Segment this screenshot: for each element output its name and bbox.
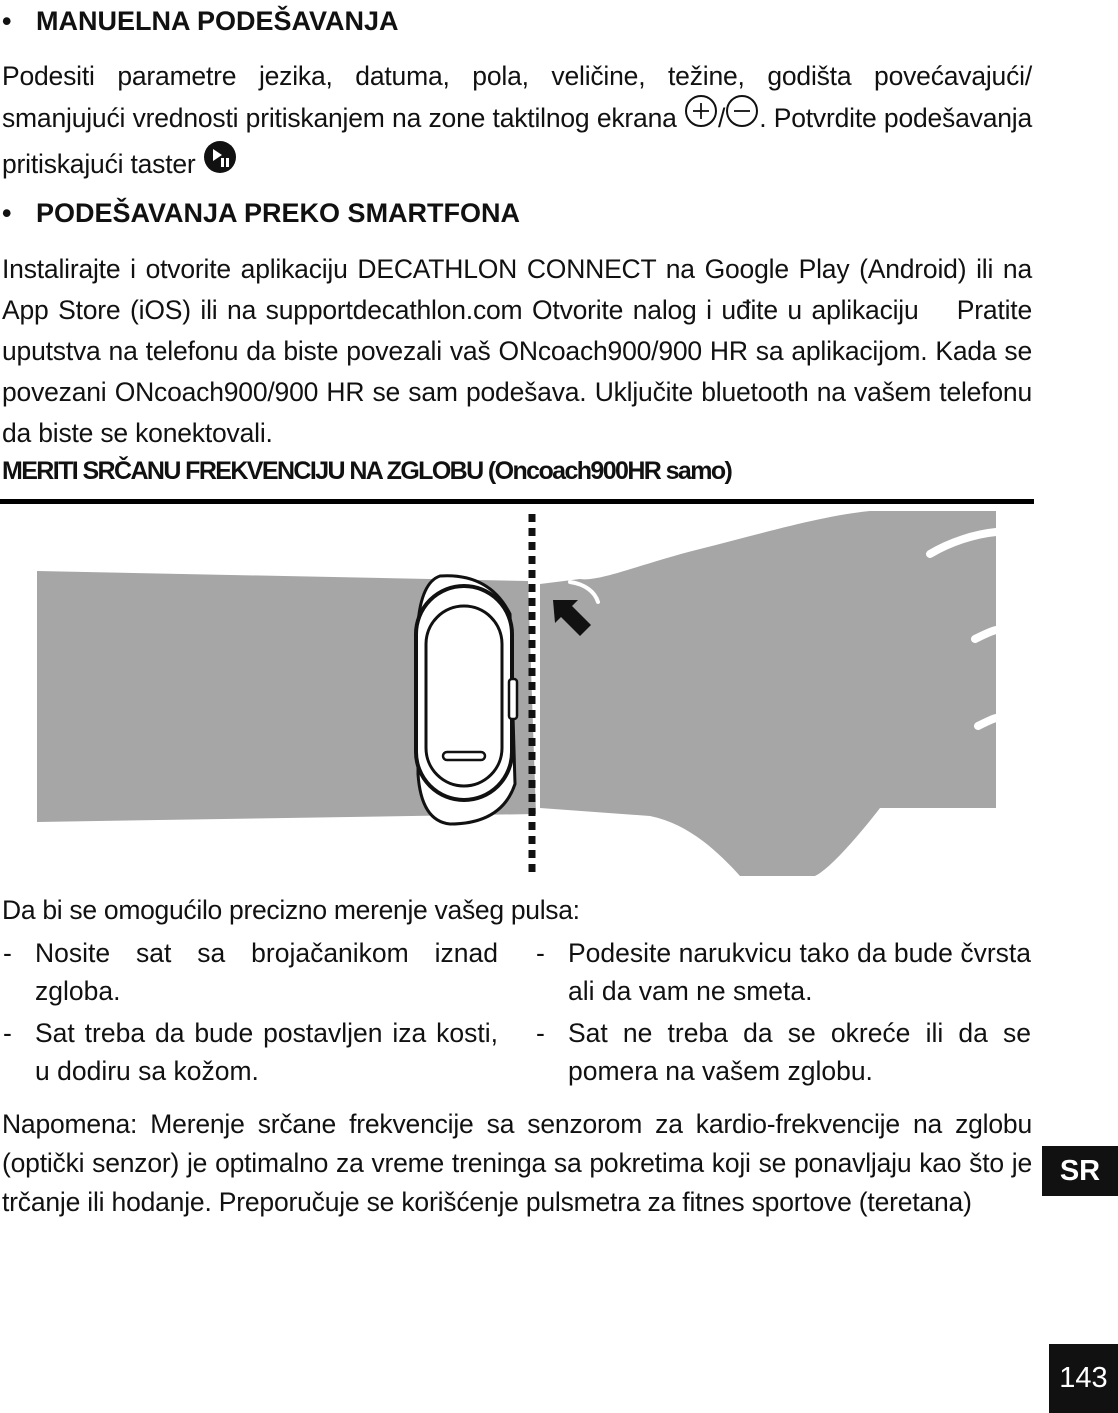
circle-plus-icon	[684, 94, 718, 140]
heading-bullet: •	[2, 6, 12, 36]
note-paragraph: Napomena: Merenje srčane frekvencije sa senzorom za kardio-frekvencije na zglobu (optički senzor) je optimalno za vreme treninga sa pokretima koji se ponavljaju kao što je trčanje ili hodanje. Preporučuje se korišćenje pulsmetra za fitnes sportove (teretana)	[2, 1109, 1032, 1217]
smartphone-settings-heading	[2, 196, 520, 230]
tip-dash: -	[536, 938, 545, 968]
manual-settings-paragraph	[2, 56, 1032, 189]
language-tab: SR	[1042, 1146, 1118, 1196]
watch-on-wrist-illustration	[0, 504, 1000, 876]
icon-separator: /	[718, 103, 726, 133]
tip-item	[536, 934, 1031, 1010]
tip-item	[536, 1014, 1031, 1090]
manual-settings-heading	[2, 4, 399, 38]
tip-text: Sat ne treba da se okreće ili da se pomera na vašem zglobu.	[568, 1018, 1031, 1086]
manual-settings-text-1: Podesiti parametre jezika, datuma, pola, veličine, težine, godišta povećavajući/ smanjujući vrednosti pritiskanjem na zone taktilnog ekrana	[2, 61, 1032, 133]
circle-minus-icon	[725, 94, 759, 140]
manual-settings-heading-text: MANUELNA PODEŠAVANJA	[36, 6, 399, 36]
play-pause-button-icon	[203, 140, 237, 186]
heading-bullet: •	[2, 198, 12, 228]
tip-dash: -	[3, 1018, 12, 1048]
tip-dash: -	[3, 938, 12, 968]
tip-text: Podesite narukvicu tako da bude čvrsta ali da vam ne smeta.	[568, 938, 1031, 1006]
tip-text: Nosite sat sa brojačanikom iznad zgloba.	[35, 938, 498, 1006]
wrist-hr-heading: MERITI SRČANU FREKVENCIJU NA ZGLOBU (Oncoach900HR samo)	[2, 457, 732, 485]
manual-settings-text-2: . Potvrdite podešavanja pritiskajući taster	[2, 103, 1032, 179]
tip-dash: -	[536, 1018, 545, 1048]
page-number: 143	[1049, 1344, 1118, 1413]
tips-intro: Da bi se omogućilo precizno merenje vašeg pulsa:	[2, 895, 580, 925]
tip-text: Sat treba da bude postavljen iza kosti, u dodiru sa kožom.	[35, 1018, 498, 1086]
tip-item	[3, 934, 498, 1010]
smartphone-settings-heading-text: PODEŠAVANJA PREKO SMARTFONA	[36, 198, 521, 228]
tip-item	[3, 1014, 498, 1090]
smartphone-settings-paragraph: Instalirajte i otvorite aplikaciju DECATHLON CONNECT na Google Play (Android) ili na App Store (iOS) ili na supportdecathlon.com Otvorite nalog i uđite u aplikaciju Pratite uputstva na telefonu da biste povezali vaš ONcoach900/900 HR sa aplikacijom. Kada se povezani ONcoach900/900 HR se sam podešava. Uključite bluetooth na vašem telefonu da biste se konektovali.	[2, 254, 1040, 448]
